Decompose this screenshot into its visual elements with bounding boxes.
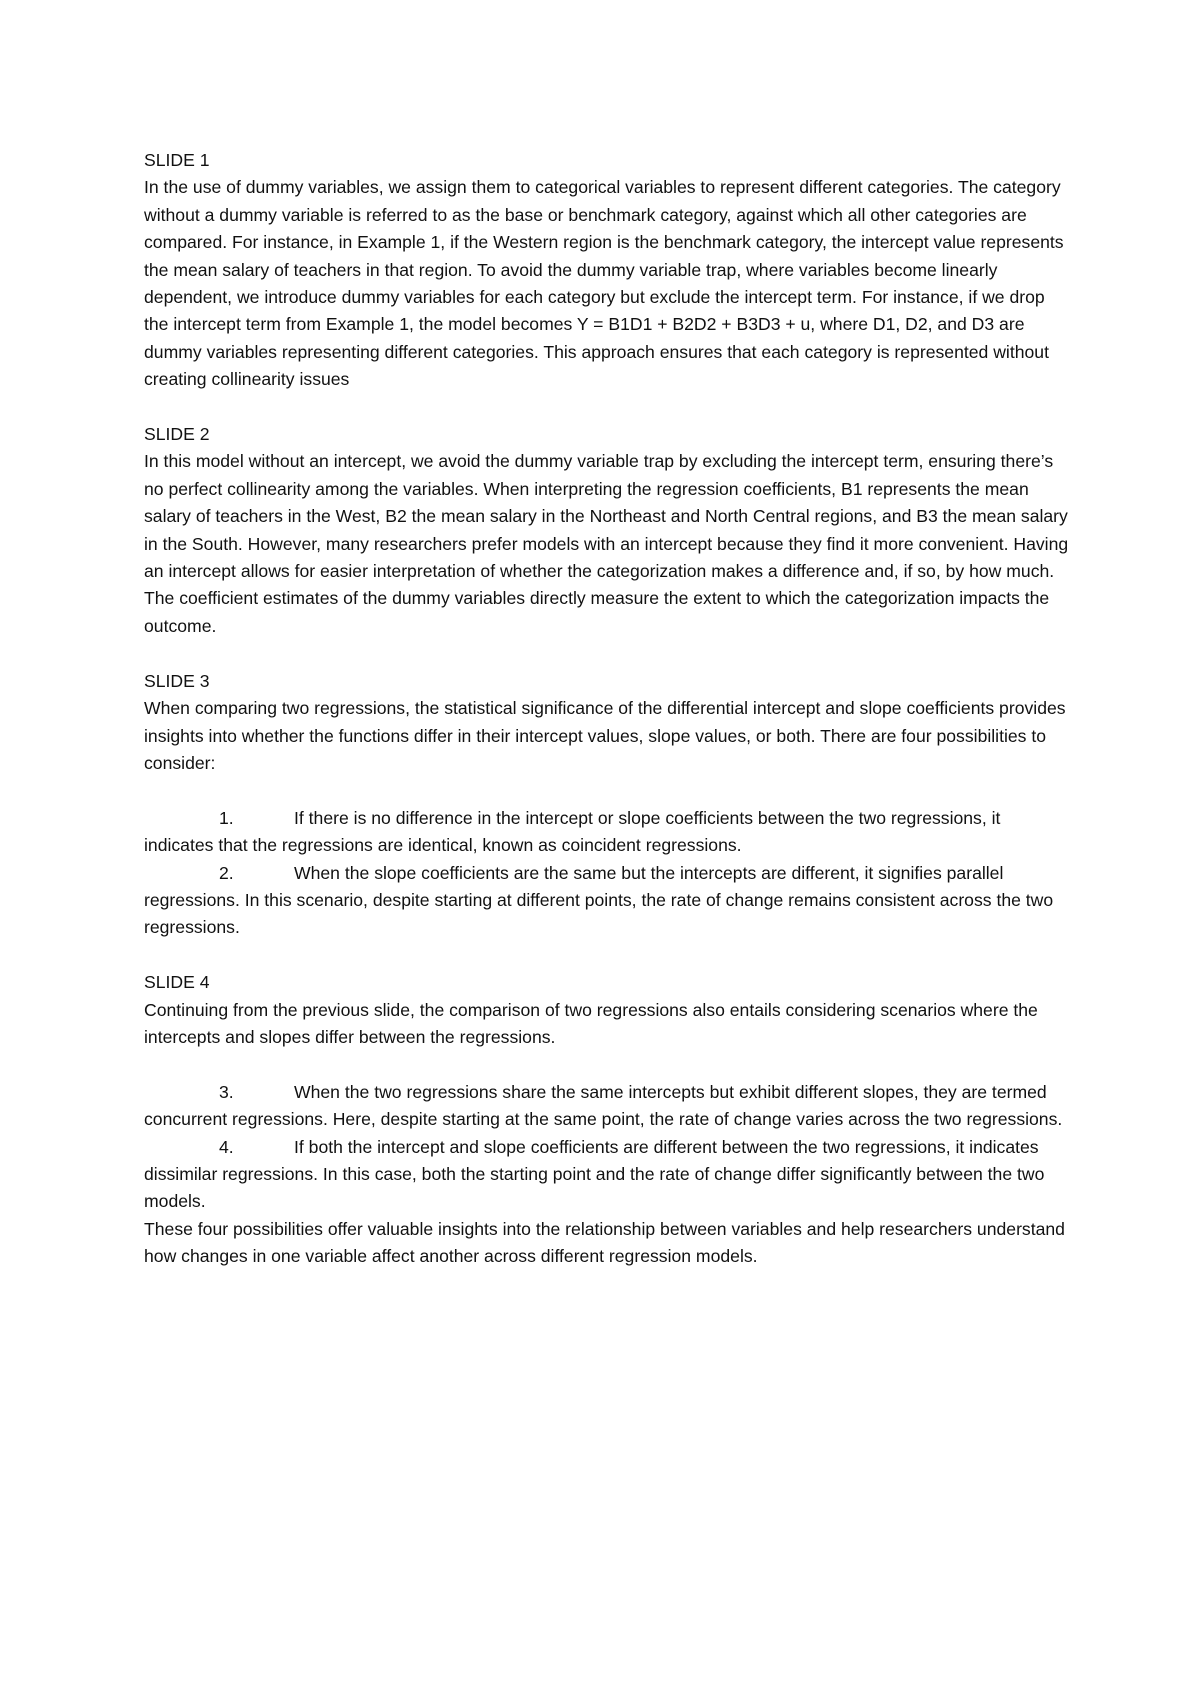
list-item-text: If there is no difference in the intercept or slope coefficients between the two regressions, it indicates that the regressions are identical, known as coincident regressions.: [144, 807, 1001, 856]
slide-2-paragraph: In this model without an intercept, we avoid the dummy variable trap by excluding the intercept term, ensuring there’s no perfect collinearity among the variables. When interpreting the regression coefficients, B1 represents the mean salary of teachers in the West, B2 the mean salary in the Northeast and North Central regions, and B3 the mean salary in the South. However, many researchers prefer models with an intercept because they find it more convenient. Having an intercept allows for easier interpretation of whether the categorization makes a difference and, if so, by how much. The coefficient estimates of the dummy variables directly measure the extent to which the categorization impacts the outcome.: [144, 451, 1069, 636]
slide-4-conclusion: These four possibilities offer valuable insights into the relationship between variables and help researchers understand how changes in one variable affect another across different regression models.: [144, 1218, 1065, 1267]
list-item-number: 4.: [219, 1136, 234, 1157]
document-page: [144, 147, 1074, 1298]
list-item-number: 1.: [219, 807, 234, 828]
list-item: [144, 1079, 1074, 1134]
slide-3-intro: When comparing two regressions, the statistical significance of the differential intercept and slope coefficients provides insights into whether the functions differ in their intercept values, slope values, or both. There are four possibilities to consider:: [144, 698, 1066, 773]
list-item: [144, 1134, 1074, 1216]
list-item-text: When the two regressions share the same intercepts but exhibit different slopes, they are termed concurrent regressions. Here, despite starting at the same point, the rate of change varies across the two regressions.: [144, 1081, 1063, 1130]
slide-2-title: SLIDE 2: [144, 424, 210, 445]
list-item-text: When the slope coefficients are the same but the intercepts are different, it signifies parallel regressions. In this scenario, despite starting at different points, the rate of change remains consistent across the two regressions.: [144, 862, 1054, 938]
slide-3-title: SLIDE 3: [144, 670, 210, 691]
list-item-number: 2.: [219, 862, 234, 883]
slide-3-numbered-list: [144, 805, 1074, 942]
slide-4-section: [144, 969, 1074, 1270]
slide-4-title: SLIDE 4: [144, 972, 210, 993]
list-item: [144, 805, 1074, 860]
slide-1-section: [144, 147, 1074, 394]
slide-1-paragraph: In the use of dummy variables, we assign them to categorical variables to represent different categories. The category without a dummy variable is referred to as the base or benchmark category, against which all other categories are compared. For instance, in Example 1, if the Western region is the benchmark category, the intercept value represents the mean salary of teachers in that region. To avoid the dummy variable trap, where variables become linearly dependent, we introduce dummy variables for each category but exclude the intercept term. For instance, if we drop the intercept term from Example 1, the model becomes Y = B1D1 + B2D2 + B3D3 + u, where D1, D2, and D3 are dummy variables representing different categories. This approach ensures that each category is represented without creating collinearity issues: [144, 177, 1064, 390]
list-item-number: 3.: [219, 1081, 234, 1102]
slide-3-section: [144, 668, 1074, 942]
slide-1-title: SLIDE 1: [144, 150, 210, 170]
slide-4-numbered-list: [144, 1079, 1074, 1216]
slide-4-intro: Continuing from the previous slide, the comparison of two regressions also entails considering scenarios where the intercepts and slopes differ between the regressions.: [144, 999, 1038, 1047]
slide-2-section: [144, 421, 1074, 640]
list-item: [144, 860, 1074, 942]
list-item-text: If both the intercept and slope coefficients are different between the two regressions, it indicates dissimilar regressions. In this case, both the starting point and the rate of change differ significantly between the two models.: [144, 1136, 1045, 1212]
